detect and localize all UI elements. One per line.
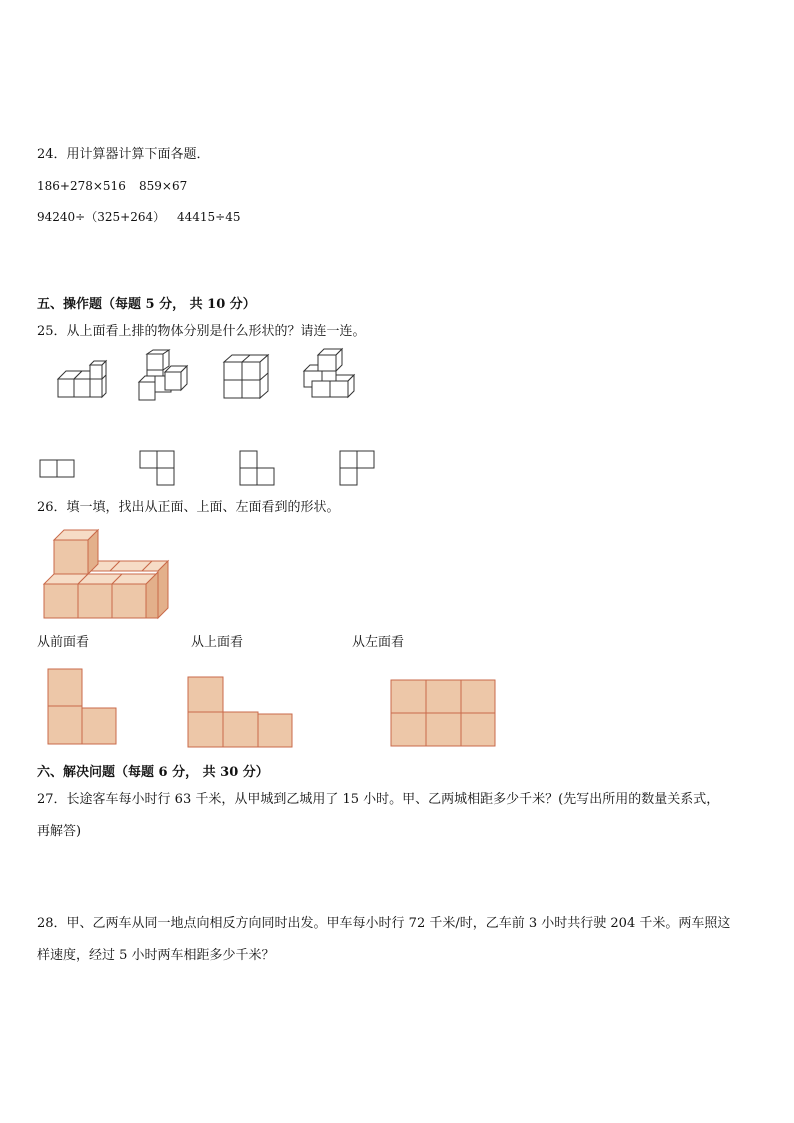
- q24-expr-2: 859×67: [139, 179, 188, 193]
- q25-prompt: 25．从上面看上排的物体分别是什么形状的？请连一连。: [37, 324, 366, 339]
- q26-left-view: [387, 677, 499, 749]
- q27-line-1: 27．长途客车每小时行 63 千米，从甲城到乙城用了 15 小时。甲、乙两城相距多少千米？(先写出所用的数量关系式，: [37, 792, 720, 807]
- view-left-label: 从左面看: [352, 635, 405, 650]
- q25-shape-4: [338, 448, 378, 488]
- view-top-label: 从上面看: [191, 635, 244, 650]
- q25-shape-1: [38, 456, 78, 480]
- section-6-title: 六、解决问题（每题 6 分， 共 30 分）: [37, 765, 269, 780]
- q27-line-2: 再解答): [37, 824, 82, 839]
- q28-line-1: 28．甲、乙两车从同一地点向相反方向同时出发。甲车每小时行 72 千米/时，乙车前 3 小时共行驶 204 千米。两车照这: [37, 916, 731, 931]
- view-front-label: 从前面看: [37, 635, 90, 650]
- q25-figure-1: [50, 355, 110, 403]
- q25-figure-4: [298, 347, 356, 403]
- q26-top-view: [184, 674, 296, 750]
- q25-figure-2: [135, 352, 190, 404]
- q24-expr-1: 186+278×516: [37, 179, 126, 193]
- q25-figure-3: [220, 352, 275, 402]
- q26-front-view: [44, 666, 120, 748]
- q26-3d-figure: [40, 526, 172, 620]
- q25-shape-3: [238, 448, 278, 488]
- q24-expr-4: 44415÷45: [177, 210, 241, 224]
- q25-shape-2: [138, 448, 178, 488]
- section-5-title: 五、操作题（每题 5 分， 共 10 分）: [37, 297, 256, 312]
- q28-line-2: 样速度，经过 5 小时两车相距多少千米？: [37, 948, 275, 963]
- q24-expr-3: 94240÷（325+264）: [37, 210, 166, 224]
- q24-prompt: 24．用计算器计算下面各题．: [37, 147, 210, 162]
- q26-prompt: 26．填一填，找出从正面、上面、左面看到的形状。: [37, 500, 340, 515]
